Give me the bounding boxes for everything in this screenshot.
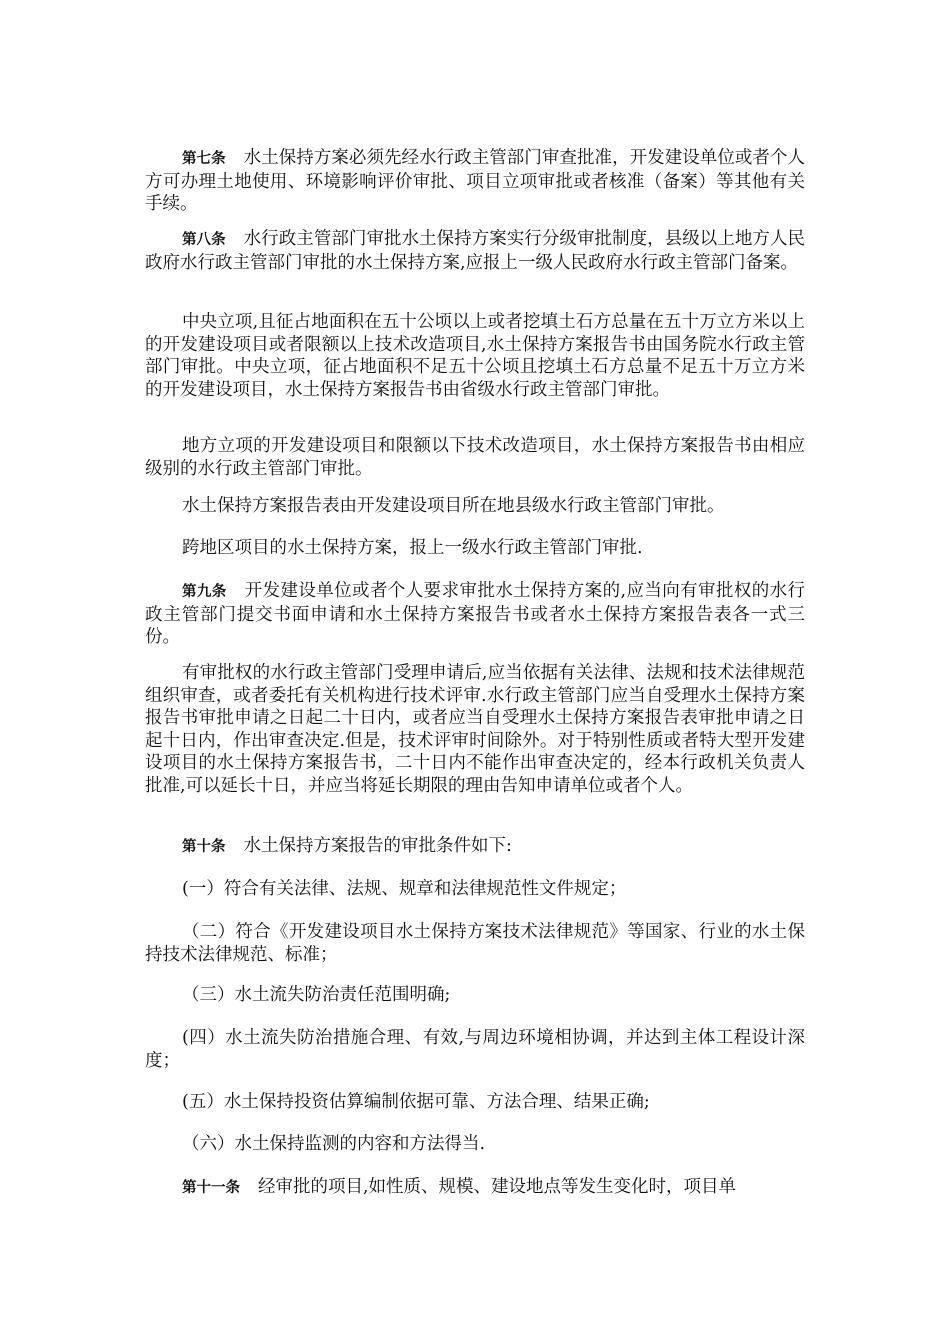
article-heading: 第七条 [182,151,226,167]
paragraph-text: 跨地区项目的水土保持方案，报上一级水行政主管部门审批. [182,538,643,558]
paragraph [145,435,805,480]
paragraph-text: （二）符合《开发建设项目水土保持方案技术法律规范》等国家、行业的水土保持技术法律规范、标准； [145,922,805,965]
article-heading: 第十一条 [182,1180,240,1196]
paragraph-article-10 [145,835,805,859]
paragraph-article-8 [145,228,805,274]
paragraph [145,1027,805,1072]
paragraph-text: (五）水土保持投资估算编制依据可靠、方法合理、结果正确; [182,1092,650,1112]
paragraph-article-11 [145,1176,805,1200]
paragraph [145,537,805,560]
paragraph [145,1091,805,1114]
article-heading: 第八条 [182,232,226,248]
paragraph-text: 有审批权的水行政主管部门受理申请后,应当依据有关法律、法规和技术法律规范组织审查，或者委托有关机构进行技术评审.水行政主管部门应当自受理水土保持方案报告书审批申请之日起二十日内，或者应当自受理水土保持方案报告表审批申请之日起十日内，作出审查决定.但是，技术评审时间除外。对于特别性质或者特大型开发建设项目的水土保持方案报告书，二十日内不能作出审查决定的，经本行政机关负责人批准,可以延长十日，并应当将延长期限的理由告知申请单位或者个人。 [145,663,805,796]
paragraph [145,495,805,518]
paragraph-text: 水土保持方案报告的审批条件如下: [243,836,512,856]
paragraph [145,662,805,797]
article-heading: 第十条 [182,839,226,855]
paragraph-text: 水土保持方案报告表由开发建设项目所在地县级水行政主管部门审批。 [182,496,725,516]
paragraph-article-7 [145,147,805,216]
paragraph [145,878,805,901]
paragraph-text: 开发建设单位或者个人要求审批水土保持方案的,应当向有审批权的水行政主管部门提交书面申请和水土保持方案报告书或者水土保持方案报告表各一式三份。 [145,581,805,647]
paragraph-text: (四）水土流失防治措施合理、有效,与周边环境相协调，并达到主体工程设计深度； [145,1028,805,1071]
paragraph-text: 经审批的项目,如性质、规模、建设地点等发生变化时，项目单 [258,1177,737,1197]
paragraph [145,311,805,401]
paragraph-article-9 [145,580,805,649]
paragraph-text: 水土保持方案必须先经水行政主管部门审查批准，开发建设单位或者个人方可办理土地使用、环境影响评价审批、项目立项审批或者核准（备案）等其他有关手续。 [145,148,806,214]
paragraph-text: 水行政主管部门审批水土保持方案实行分级审批制度，县级以上地方人民政府水行政主管部门审批的水土保持方案,应报上一级人民政府水行政主管部门备案。 [145,229,806,273]
paragraph-text: （三）水土流失防治责任范围明确; [182,985,451,1005]
paragraph [145,921,805,966]
paragraph-text: 地方立项的开发建设项目和限额以下技术改造项目，水土保持方案报告书由相应级别的水行政主管部门审批。 [145,436,805,479]
paragraph-text: （六）水土保持监测的内容和方法得当. [182,1134,486,1154]
paragraph [145,984,805,1007]
article-heading: 第九条 [182,584,227,600]
paragraph [145,1133,805,1156]
paragraph-text: 中央立项,且征占地面积在五十公顷以上或者挖填土石方总量在五十万立方米以上的开发建设项目或者限额以上技术改造项目,水土保持方案报告书由国务院水行政主管部门审批。中央立项，征占地面积不足五十公顷且挖填土石方总量不足五十万立方米的开发建设项目，水土保持方案报告书由省级水行政主管部门审批。 [145,312,805,400]
paragraph-text: (一）符合有关法律、法规、规章和法律规范性文件规定； [182,879,627,899]
